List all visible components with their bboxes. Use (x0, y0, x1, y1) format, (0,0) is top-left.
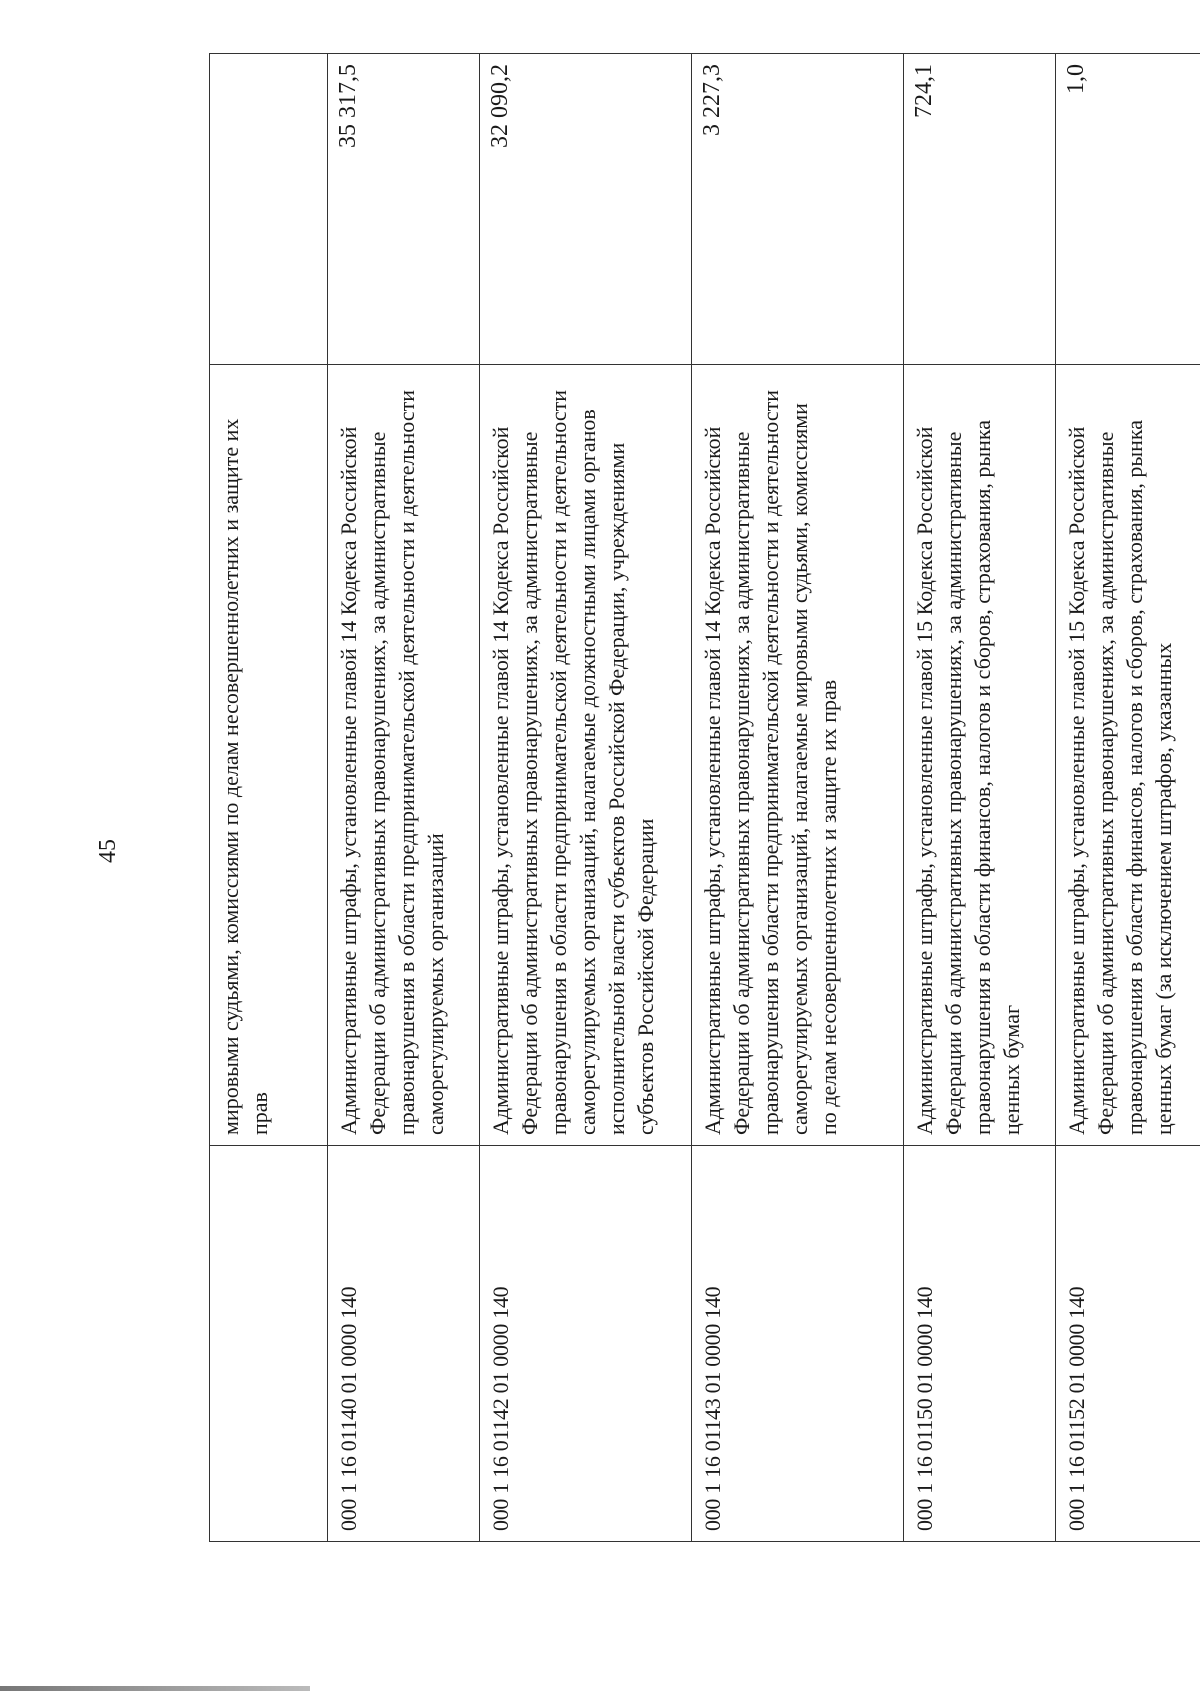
revenue-description: Административные штрафы, установленные главой 15 Кодекса Российской Федерации об административных правонарушениях, за административные правонарушения в области финансов, налогов и сборов, страхования, рынка ценных бумаг (904, 365, 1056, 1146)
revenue-description: Административные штрафы, установленные главой 15 Кодекса Российской Федерации об административных правонарушениях, за административные правонарушения в области финансов, налогов и сборов, страхования, рынка ценных бумаг (за исключением штрафов, указанных (1056, 365, 1200, 1146)
revenue-amount: 32 090,2 (480, 54, 692, 365)
revenue-description: Административные штрафы, установленные главой 14 Кодекса Российской Федерации об административных правонарушениях, за административные правонарушения в области предпринимательской деятельности и деятельности саморегулируемых организаций, налагаемые должностными лицами органов исполнительной власти субъектов Российской Федерации, учреждениями субъектов Российской Федерации (480, 365, 692, 1146)
table-row (328, 54, 480, 1542)
revenue-code: 000 1 16 01142 01 0000 140 (480, 1146, 692, 1542)
revenue-description: Административные штрафы, установленные главой 14 Кодекса Российской Федерации об административных правонарушениях, за административные правонарушения в области предпринимательской деятельности и деятельности саморегулируемых организаций, налагаемые мировыми судьями, комиссиями по делам несовершеннолетних и защите их прав (692, 365, 904, 1146)
page-number: 45 (95, 839, 121, 863)
budget-table-rotated (209, 64, 1200, 1542)
revenue-amount: 35 317,5 (328, 54, 480, 365)
budget-table (209, 53, 1200, 1542)
amount-cell-empty (210, 54, 328, 365)
table-row-continued (210, 54, 328, 1542)
revenue-description: Административные штрафы, установленные главой 14 Кодекса Российской Федерации об административных правонарушениях, за административные правонарушения в области предпринимательской деятельности и деятельности саморегулируемых организаций (328, 365, 480, 1146)
table-row (1056, 54, 1200, 1542)
revenue-code: 000 1 16 01143 01 0000 140 (692, 1146, 904, 1542)
continued-description: мировыми судьями, комиссиями по делам несовершеннолетних и защите их прав (210, 365, 328, 1146)
scan-edge-mark (0, 1686, 310, 1691)
revenue-code: 000 1 16 01150 01 0000 140 (904, 1146, 1056, 1542)
revenue-amount: 3 227,3 (692, 54, 904, 365)
revenue-amount: 1,0 (1056, 54, 1200, 365)
code-cell-empty (210, 1146, 328, 1542)
revenue-code: 000 1 16 01152 01 0000 140 (1056, 1146, 1200, 1542)
table-row (692, 54, 904, 1542)
revenue-code: 000 1 16 01140 01 0000 140 (328, 1146, 480, 1542)
table-row (904, 54, 1056, 1542)
table-row (480, 54, 692, 1542)
revenue-amount: 724,1 (904, 54, 1056, 365)
